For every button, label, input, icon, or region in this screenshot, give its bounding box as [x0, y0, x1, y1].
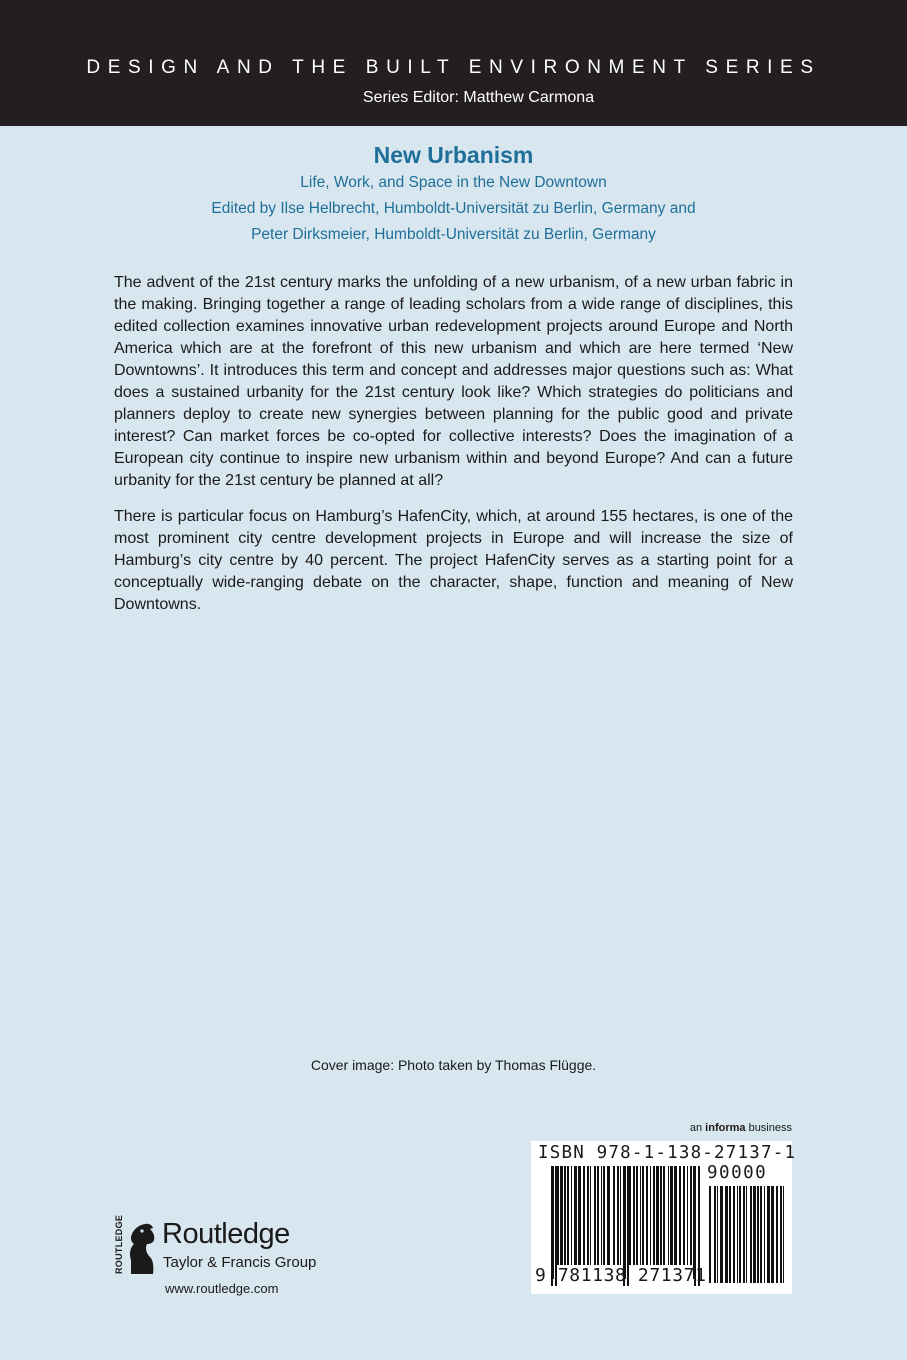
blurb-paragraph-1: The advent of the 21st century marks the unfolding of a new urbanism, of a new urban fabric in the making. Bringing together a range of leading scholars from a wide range of disciplines, this edited collection examines innovative urban redevelopment projects around Europe and North America which are at the forefront of this new urbanism and which are here termed ‘New Downtowns’. It introduces this term and concept and addresses major questions such as: What does a sustained urbanity for the 21st century look like? Which strategies do politicians and planners deploy to create new synergies between planning for the public good and private interest? Can market forces be co-opted for collective interests? Does the imagination of a European city continue to inspire new urbanism within and beyond Europe? And can a future urbanity for the 21st century be planned at all? — [114, 274, 793, 489]
knight-head-icon — [125, 1220, 159, 1276]
cover-credit: Cover image: Photo taken by Thomas Flügge. — [310, 1057, 597, 1073]
series-editor: Series Editor: Matthew Carmona — [362, 89, 595, 106]
informa-suffix: business — [745, 1122, 792, 1134]
price-code: 90000 — [707, 1163, 768, 1183]
informa-business-line — [690, 1122, 792, 1134]
informa-prefix: an — [689, 1122, 706, 1134]
series-header — [0, 0, 907, 126]
ean-number: 9 781138 271371 — [535, 1265, 707, 1286]
editors-line-1: Edited by Ilse Helbrecht, Humboldt-Universität zu Berlin, Germany and — [211, 200, 696, 217]
series-title: DESIGN AND THE BUILT ENVIRONMENT SERIES — [86, 57, 821, 78]
title-block — [0, 140, 907, 248]
publisher-name: Routledge — [162, 1218, 290, 1250]
editors-line-2: Peter Dirksmeier, Humboldt-Universität zu Berlin, Germany — [251, 226, 656, 243]
isbn-label: ISBN 978-1-138-27137-1 — [538, 1143, 797, 1163]
routledge-vertical-wordmark: ROUTLEDGE — [114, 1214, 124, 1274]
blurb — [114, 272, 793, 630]
publisher-website: www.routledge.com — [165, 1281, 279, 1296]
blurb-paragraph-2: There is particular focus on Hamburg’s HafenCity, which, at around 155 hectares, is one of the most prominent city centre development projects in Europe and will increase the size of Hamburg’s city centre by 40 percent. The project HafenCity serves as a starting point for a conceptually wide-ranging debate on the character, shape, function and meaning of New Downtowns. — [114, 508, 793, 613]
book-subtitle: Life, Work, and Space in the New Downtown — [300, 174, 607, 191]
publisher-group: Taylor & Francis Group — [163, 1254, 317, 1271]
informa-brand: informa — [705, 1122, 746, 1134]
book-title: New Urbanism — [373, 142, 534, 168]
isbn-barcode — [531, 1141, 797, 1294]
